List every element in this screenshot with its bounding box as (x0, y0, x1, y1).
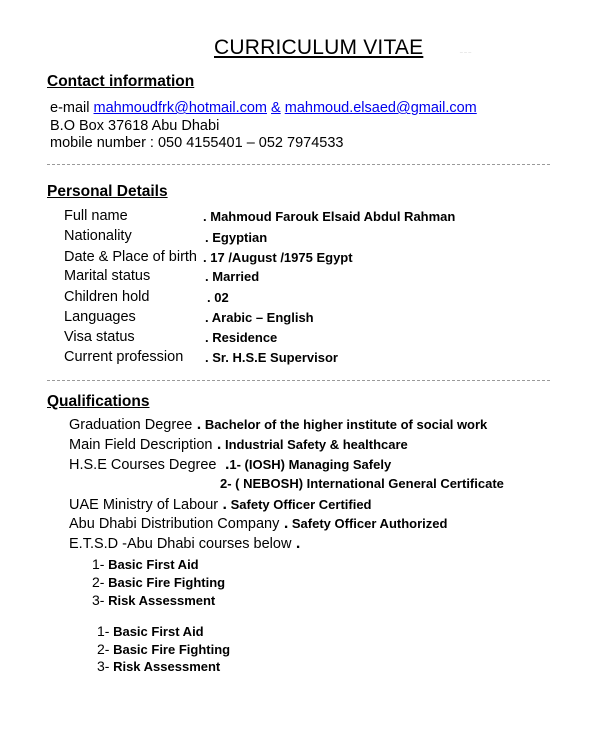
personal-label: Current profession (64, 349, 184, 365)
course-item: 1- Basic First Aid (92, 556, 199, 572)
email-joiner: & (271, 100, 281, 116)
email-label: e-mail (50, 100, 90, 116)
qualification-row: H.S.E Courses Degree .1- (IOSH) Managing Safely (69, 456, 392, 473)
qualification-label: H.S.E Courses Degree (69, 457, 217, 473)
personal-value: . 17 /August /1975 Egypt (203, 250, 353, 265)
faint-mark: _ _ _ (460, 48, 472, 54)
email-link-2[interactable]: mahmoud.elsaed@gmail.com (284, 100, 477, 116)
po-box: B.O Box 37618 Abu Dhabi (50, 118, 220, 134)
personal-label: Date & Place of birth (64, 249, 197, 265)
qualification-value: Safety Officer Certified (230, 497, 372, 512)
personal-value: . Residence (205, 330, 278, 345)
qualification-value: Industrial Safety & healthcare (224, 437, 408, 452)
qualification-value: 2- ( NEBOSH) International General Certificate (220, 476, 504, 491)
personal-label: Children hold (64, 289, 150, 305)
personal-value: . Married (205, 269, 260, 284)
email-link-1[interactable]: mahmoudfrk@hotmail.com (93, 100, 267, 116)
qualification-row: Main Field Description . Industrial Safety & healthcare (69, 436, 408, 453)
qualification-value: 1- (IOSH) Managing Safely (229, 457, 392, 472)
personal-value: . Sr. H.S.E Supervisor (205, 350, 338, 365)
personal-value: . 02 (207, 290, 229, 305)
personal-value: . Arabic – English (205, 310, 314, 325)
personal-value: . Mahmoud Farouk Elsaid Abdul Rahman (203, 209, 456, 224)
qualification-label: Graduation Degree (69, 417, 193, 433)
personal-label: Languages (64, 309, 136, 325)
course-item: 2- Basic Fire Fighting (92, 574, 226, 590)
document-title: CURRICULUM VITAE (214, 36, 424, 59)
email-line (50, 100, 477, 116)
divider (47, 380, 550, 381)
qualification-label: Main Field Description (69, 437, 213, 453)
qualification-label: E.T.S.D -Abu Dhabi courses below (69, 536, 292, 552)
qualification-label: Abu Dhabi Distribution Company (69, 516, 280, 532)
personal-label: Marital status (64, 268, 151, 284)
qualification-label: UAE Ministry of Labour (69, 497, 219, 513)
personal-heading: Personal Details (47, 183, 168, 200)
qualifications-heading: Qualifications (47, 393, 150, 410)
personal-value: . Egyptian (205, 230, 268, 245)
qualification-row: UAE Ministry of Labour . Safety Officer Certified (69, 496, 372, 513)
qualification-value: Bachelor of the higher institute of social work (204, 417, 488, 432)
personal-label: Visa status (64, 329, 135, 345)
qualification-row: E.T.S.D -Abu Dhabi courses below . (69, 535, 301, 552)
mobile-number: mobile number : 050 4155401 – 052 7974533 (50, 135, 344, 151)
contact-heading: Contact information (47, 73, 195, 90)
divider (47, 164, 550, 165)
qualification-row: Graduation Degree . Bachelor of the higher institute of social work (69, 416, 488, 433)
course-item: 3- Risk Assessment (97, 658, 221, 674)
personal-label: Nationality (64, 228, 132, 244)
course-item: 1- Basic First Aid (97, 623, 204, 639)
qualification-row: Abu Dhabi Distribution Company . Safety Officer Authorized (69, 515, 448, 532)
course-item: 2- Basic Fire Fighting (97, 641, 231, 657)
course-item: 3- Risk Assessment (92, 592, 216, 608)
personal-label: Full name (64, 208, 128, 224)
qualification-value: Safety Officer Authorized (291, 516, 448, 531)
